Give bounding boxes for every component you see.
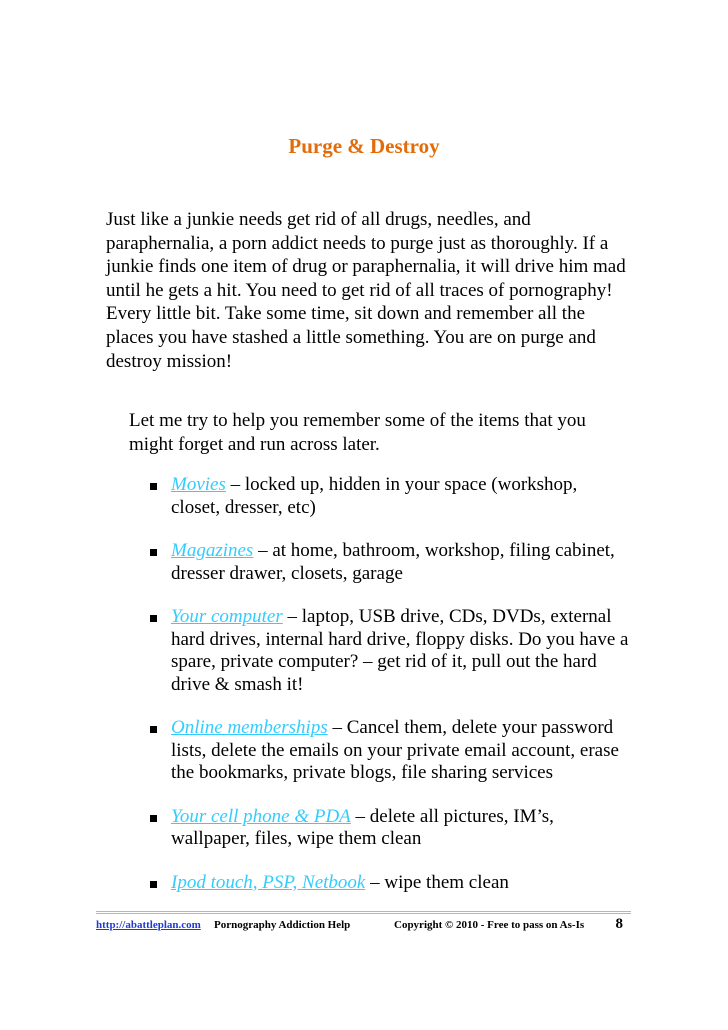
- footer-subtitle: Pornography Addiction Help: [214, 919, 351, 931]
- list-item: [0, 474, 631, 519]
- item-description: – laptop, USB drive, CDs, DVDs, external hard drives, internal hard drive, floppy disks. Do you have a spare, private computer? – get rid of it, pull out the hard drive & smash it!: [171, 606, 629, 695]
- list-item: [0, 872, 631, 895]
- intro-paragraph: Just like a junkie needs get rid of all drugs, needles, and paraphernalia, a porn addict needs to purge just as thoroughly. If a junkie finds one item of drug or paraphernalia, it will drive him mad until he gets a hit. You need to get rid of all traces of pornography! Every little bit. Take some time, sit down and remember all the places you have stashed a little something. You are on purge and destroy mission!: [106, 209, 626, 372]
- square-bullet-icon: [150, 615, 157, 622]
- footer-divider: [96, 911, 631, 914]
- item-description: – at home, bathroom, workshop, filing cabinet, dresser drawer, closets, garage: [171, 540, 615, 584]
- movies-link[interactable]: Movies: [171, 474, 226, 495]
- online-memberships-link[interactable]: Online memberships: [171, 717, 328, 738]
- list-item: [0, 606, 631, 696]
- item-description: – delete all pictures, IM’s, wallpaper, files, wipe them clean: [171, 805, 554, 849]
- your-computer-link[interactable]: Your computer: [171, 606, 283, 627]
- item-description: – locked up, hidden in your space (workshop, closet, dresser, etc): [171, 474, 578, 518]
- cell-phone-pda-link[interactable]: Your cell phone & PDA: [171, 805, 351, 827]
- square-bullet-icon: [150, 549, 157, 556]
- magazines-link[interactable]: Magazines: [171, 540, 254, 561]
- footer-copyright: Copyright © 2010 - Free to pass on As-Is: [394, 919, 585, 931]
- ipod-psp-netbook-link[interactable]: Ipod touch, PSP, Netbook: [171, 871, 366, 893]
- square-bullet-icon: [150, 815, 157, 822]
- square-bullet-icon: [150, 483, 157, 490]
- list-item: [0, 806, 631, 851]
- item-list: [0, 474, 728, 915]
- page-number: 8: [615, 916, 623, 932]
- item-description: – Cancel them, delete your password lists, delete the emails on your private email account, erase the bookmarks, private blogs, file sharing services: [171, 717, 619, 783]
- lead-paragraph: Let me try to help you remember some of the items that you might forget and run across later.: [129, 410, 586, 455]
- item-description: – wipe them clean: [365, 871, 509, 893]
- square-bullet-icon: [150, 881, 157, 888]
- page-footer: [96, 916, 631, 935]
- footer-site-link[interactable]: http://abattleplan.com: [96, 919, 201, 931]
- list-item: [0, 540, 631, 585]
- page-title: Purge & Destroy: [288, 134, 440, 158]
- list-item: [0, 717, 631, 785]
- square-bullet-icon: [150, 726, 157, 733]
